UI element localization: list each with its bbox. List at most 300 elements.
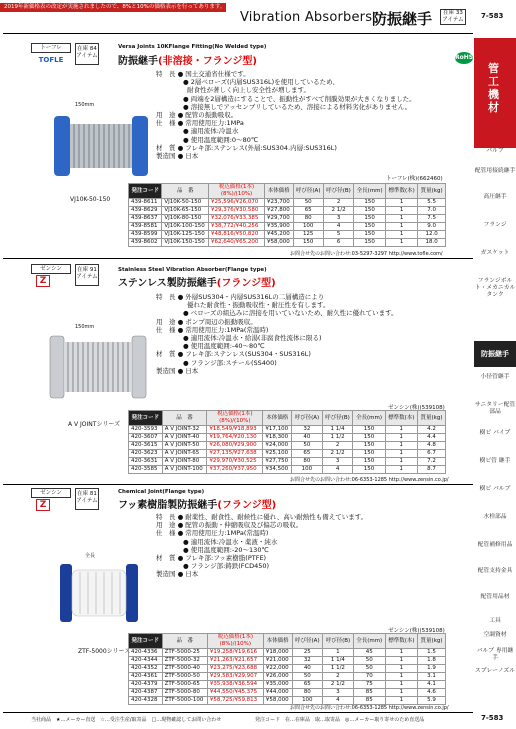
table-cell: 150 xyxy=(353,426,385,434)
sidebar-item-pvc-fittings[interactable]: 樹ビ管 継手 xyxy=(479,458,511,464)
maker-label-3 xyxy=(31,488,71,498)
feature-2-0: 特 長 ● 外層SUS304・内層SUS316Lの二層構造により xyxy=(156,293,325,301)
table-row xyxy=(129,466,446,474)
header-page-code: 7-583 xyxy=(481,12,504,20)
price-cell: ¥19,258/¥19,616 xyxy=(207,649,263,657)
table-cell: 4.1 xyxy=(418,681,446,689)
table-cell: 1 xyxy=(386,199,418,207)
th-2-price: 税込価格(1本)(8%)/(10%) xyxy=(207,411,263,426)
table-cell: 4 xyxy=(323,223,353,231)
table-cell: 1 xyxy=(385,649,417,657)
table-row xyxy=(129,673,446,681)
table-cell: 150 xyxy=(353,466,385,474)
table-row xyxy=(129,665,446,673)
table-cell: ¥17,100 xyxy=(263,426,292,434)
section2-features xyxy=(156,293,446,375)
table-cell: 6.7 xyxy=(417,450,445,458)
table-cell: 150 xyxy=(353,458,385,466)
section3-dim: 全長 xyxy=(85,553,96,559)
sidebar-item-fittings[interactable]: 配管用接続継手 xyxy=(474,168,516,174)
table-cell: 1.5 xyxy=(418,649,446,657)
table-cell: A V JOINT-100 xyxy=(162,466,207,474)
product-image-1-label: VJ10K-50-150 xyxy=(70,196,111,203)
order-code[interactable]: 439-8581 xyxy=(129,223,162,231)
table-cell: 150 xyxy=(354,207,386,215)
sidebar-item-valve[interactable]: バルブ xyxy=(486,148,504,154)
table-cell: VJ10K-65-150 xyxy=(162,207,209,215)
feature-2-9: 製造国 ● 日本 xyxy=(156,366,199,375)
order-code[interactable]: 439-8611 xyxy=(129,199,162,207)
maker-label-1-text: トーフレ xyxy=(40,45,62,51)
order-code[interactable]: 420-4344 xyxy=(129,657,163,665)
table-cell: 100 xyxy=(293,223,323,231)
price-cell: ¥27,135/¥27,638 xyxy=(207,450,263,458)
feature-1-6: 仕 様 ● 常用使用圧力:1MPa xyxy=(156,119,244,128)
order-code[interactable]: 420-4328 xyxy=(129,697,163,705)
th-3-len: 全長(mm) xyxy=(353,634,385,649)
table-cell: 3.1 xyxy=(418,673,446,681)
th-1-price: 税込価格(1本)(8%)/(10%) xyxy=(209,184,265,199)
price-table-2 xyxy=(128,410,446,474)
th-3-a: 呼び径(A) xyxy=(292,634,323,649)
table-cell: 65 xyxy=(293,207,323,215)
table-cell: ¥22,000 xyxy=(263,665,292,673)
price-cell: ¥35,938/¥36,594 xyxy=(207,681,263,689)
table-cell: 1 xyxy=(386,207,418,215)
table-cell: 32 xyxy=(292,657,323,665)
table-cell: 1 xyxy=(323,649,354,657)
order-code[interactable]: 439-8629 xyxy=(129,207,162,215)
section1-features xyxy=(156,70,446,160)
sidebar-item-flange[interactable]: フランジ xyxy=(483,222,507,228)
price-cell: ¥19,764/¥20,130 xyxy=(207,434,263,442)
th-2-qty: 標準数(本) xyxy=(385,411,417,426)
feature-1-4: ● 溶接無しでアッセンブリしているため、溶接による材料劣化がありません。 xyxy=(183,102,412,111)
feature-2-8: ● フランジ部:スチール(SS400) xyxy=(183,358,277,367)
table-cell: 1 xyxy=(386,223,418,231)
table-cell: 100 xyxy=(292,697,323,705)
th-2-base: 本体価格 xyxy=(263,411,292,426)
table-cell: 40 xyxy=(292,434,323,442)
price-cell: ¥29,583/¥29,907 xyxy=(207,673,263,681)
sidebar-item-small-fittings[interactable]: 小径管継手 xyxy=(480,374,510,380)
price-table-3 xyxy=(128,633,446,705)
maker-label-3-text: ゼンシン xyxy=(40,490,62,496)
th-1-len: 全長(mm) xyxy=(354,184,386,199)
sidebar-item-tools[interactable]: 工具 xyxy=(489,618,501,624)
th-1-mass: 質量(kg) xyxy=(418,184,446,199)
price-cell: ¥26,080/¥29,900 xyxy=(207,442,263,450)
price-cell: ¥23,275/¥23,688 xyxy=(207,665,263,673)
footer-legend: 当社商品 ★…メーカー直送 ☆…受注生産/取寄品 □…現物確認してお問い合わせ xyxy=(31,717,222,723)
price-table-1 xyxy=(128,183,446,247)
order-code[interactable]: 420-3593 xyxy=(129,426,163,434)
price-cell: ¥29,970/¥30,525 xyxy=(207,458,263,466)
table-cell: 150 xyxy=(353,434,385,442)
maker-label-1 xyxy=(31,43,71,53)
section1-title xyxy=(118,52,257,67)
table-cell: ¥24,000 xyxy=(263,442,292,450)
table-cell: 3 xyxy=(323,689,354,697)
order-code[interactable]: 420-3607 xyxy=(129,434,163,442)
section1-brand: トーフレ(株)(662460) xyxy=(386,176,443,182)
table-cell: ¥18,300 xyxy=(263,434,292,442)
th-3-b: 呼び径(B) xyxy=(323,634,354,649)
table-cell: ¥45,200 xyxy=(265,231,294,239)
table-cell: ¥34,500 xyxy=(263,466,292,474)
feature-2-3: 用 途 ● ポンプ周辺の振動吸収。 xyxy=(156,317,257,326)
table-cell: 70 xyxy=(353,673,385,681)
table-cell: VJ10K-50-150 xyxy=(162,199,209,207)
sidebar-item-pvc-valve[interactable]: 樹ビ バルブ xyxy=(479,486,511,492)
sidebar-category: 管工機材 xyxy=(488,62,499,114)
feature-3-0: 特 長 ● 耐薬性、耐食性、耐候性に優れ、高い耐熱性も備えています。 xyxy=(156,513,368,521)
feature-1-9: 材 質 ● フレキ部:ステンレス(外層:SUS304.内層:SUS316L) xyxy=(156,143,337,152)
price-cell: ¥58,725/¥59,813 xyxy=(207,697,263,705)
top-notice: 2019年新価格表の改定が実施されましたので、8%と10%の価格表示を行ってあります。 xyxy=(4,4,226,10)
order-code[interactable]: 420-3623 xyxy=(129,450,163,458)
th-3-code: 発注コード xyxy=(129,634,163,649)
th-2-mass: 質量(kg) xyxy=(417,411,445,426)
product-image-3-label: ZTF-5000シリーズ xyxy=(78,648,131,655)
table-cell: VJ10K-125-150 xyxy=(162,231,209,239)
table-row xyxy=(129,231,446,239)
table-cell: 1.9 xyxy=(418,665,446,673)
header-title-en: Vibration Absorbers xyxy=(240,10,373,25)
th-3-base: 本体価格 xyxy=(263,634,292,649)
table-cell: 1 xyxy=(385,665,417,673)
table-cell: 2 1/2 xyxy=(322,450,353,458)
sidebar-item-flange-bolt[interactable]: フランジボルト・メカニカルタンク xyxy=(474,278,516,298)
price-cell: ¥48,816/¥50,820 xyxy=(209,231,265,239)
table-cell: 150 xyxy=(353,450,385,458)
price-cell: ¥29,376/¥30,580 xyxy=(209,207,265,215)
table-cell: ZTF-5000-65 xyxy=(162,681,207,689)
table-cell: ZTF-5000-32 xyxy=(162,657,207,665)
footer-legend-2: 発注コード 在…在庫品 取…取寄品 ◎…メーカー取り寄せのため直送品 xyxy=(255,717,425,723)
price-cell: ¥62,640/¥65,200 xyxy=(209,239,265,247)
table-cell: 1 1/4 xyxy=(322,426,353,434)
th-2-a: 呼び径(A) xyxy=(292,411,323,426)
table-cell: 125 xyxy=(293,231,323,239)
table-cell: 5.9 xyxy=(418,697,446,705)
section2-contact: お問合せ先のお問い合わせ:06-6353-1285 http://www.zensin.co.jp/ xyxy=(290,477,449,483)
stock-label-1-text: 在庫 84アイテム xyxy=(76,46,98,59)
stock-badge xyxy=(440,9,466,25)
section3-title xyxy=(118,496,276,511)
table-row xyxy=(129,649,446,657)
table-cell: 4.6 xyxy=(418,689,446,697)
maker-logo-2: Z xyxy=(36,275,50,287)
feature-3-2: 仕 様 ● 常用使用圧力:1MPa(常温時) xyxy=(156,529,269,538)
table-cell: 18.0 xyxy=(418,239,446,247)
table-cell: 2 xyxy=(323,673,354,681)
table-cell: 80 xyxy=(292,458,323,466)
table-cell: 85 xyxy=(353,697,385,705)
table-cell: 50 xyxy=(353,665,385,673)
sidebar-item-valve-fittings[interactable]: バルブ 専用継手 xyxy=(476,648,514,661)
table-cell: 32 xyxy=(292,426,323,434)
sidebar-item-hp-fittings[interactable]: 高圧継手 xyxy=(483,194,507,200)
table-cell: 100 xyxy=(292,466,323,474)
table-cell: 4.4 xyxy=(417,434,445,442)
table-cell: 5 xyxy=(323,231,353,239)
section2-brand: ゼンシン(株)(539108) xyxy=(388,405,445,411)
th-1-base: 本体価格 xyxy=(265,184,294,199)
footer-page: 7-583 xyxy=(481,714,504,722)
maker-label-2 xyxy=(31,264,71,274)
th-1-a: 呼び径(A) xyxy=(293,184,323,199)
section3-title-main: フッ素樹脂製防振継手 xyxy=(118,500,218,511)
table-row xyxy=(129,458,446,466)
table-cell: A V JOINT-50 xyxy=(162,442,207,450)
table-cell: 50 xyxy=(293,199,323,207)
table-cell: VJ10K-150-150 xyxy=(162,239,209,247)
table-row xyxy=(129,689,446,697)
table-cell: 150 xyxy=(354,223,386,231)
section3-en-name: Chemical Joint(Flange type) xyxy=(118,489,205,495)
table-cell: A V JOINT-80 xyxy=(162,458,207,466)
table-cell: 1 xyxy=(385,434,417,442)
feature-1-8: ● 使用温度範囲:0～80℃ xyxy=(183,135,259,144)
table-cell: 150 xyxy=(354,239,386,247)
table-cell: 50 xyxy=(292,673,323,681)
product-image-3 xyxy=(58,560,140,626)
table-cell: 150 xyxy=(354,215,386,223)
section3-contact: お問合せ先のお問い合わせ:06-6353-1285 http://www.zensin.co.jp/ xyxy=(290,705,449,711)
order-code[interactable]: 420-4387 xyxy=(129,689,163,697)
th-3-qty: 標準数(本) xyxy=(385,634,417,649)
table-cell: 3 xyxy=(322,458,353,466)
order-code[interactable]: 420-3585 xyxy=(129,466,163,474)
section3-title-red: (フランジ型) xyxy=(217,500,277,511)
table-cell: 50 xyxy=(353,657,385,665)
table-cell: 1 xyxy=(386,231,418,239)
table-cell: 1 xyxy=(385,689,417,697)
table-cell: ¥26,000 xyxy=(263,673,292,681)
table-cell: ¥25,100 xyxy=(263,450,292,458)
feature-1-5: 用 途 ● 配管の振動吸収。 xyxy=(156,111,238,120)
order-code[interactable]: 439-8602 xyxy=(129,239,162,247)
feature-3-6: ● フランジ部:鋳鉄(FCD450) xyxy=(183,562,270,571)
table-cell: 1 xyxy=(385,681,417,689)
table-cell: 4 xyxy=(322,466,353,474)
feature-1-2: 耐食性が著しく向上し安全性が増します。 xyxy=(187,86,310,95)
sidebar-item-support[interactable]: 配管支持金具 xyxy=(477,568,513,574)
section2-dim: 150mm xyxy=(75,324,95,330)
section2-title-red: (フランジ型) xyxy=(216,278,276,289)
table-cell: 1 1/4 xyxy=(323,657,354,665)
table-cell: 2 xyxy=(322,442,353,450)
table-cell: 50 xyxy=(292,442,323,450)
table-cell: 45 xyxy=(353,649,385,657)
table-cell: ¥27,800 xyxy=(265,207,294,215)
sidebar-item-nozzle[interactable]: スプレーノズル xyxy=(475,668,515,674)
table-cell: 2 1/2 xyxy=(323,207,353,215)
table-cell: 2 xyxy=(323,199,353,207)
table-cell: ¥23,700 xyxy=(265,199,294,207)
stock-label-3-text: 在庫 81アイテム xyxy=(76,491,98,504)
table-cell: ¥18,000 xyxy=(263,649,292,657)
th-1-code: 発注コード xyxy=(129,184,162,199)
section3-features xyxy=(156,513,446,579)
th-3-part: 品 番 xyxy=(162,634,207,649)
table-cell: ¥58,000 xyxy=(265,239,294,247)
sidebar-item-vibration[interactable]: 防振継手 xyxy=(474,341,516,367)
table-cell: VJ10K-80-150 xyxy=(162,215,209,223)
table-cell: 7.5 xyxy=(418,215,446,223)
table-cell: 65 xyxy=(292,450,323,458)
table-cell: 150 xyxy=(293,239,323,247)
section2-title xyxy=(118,274,276,289)
price-cell: ¥21,263/¥21,657 xyxy=(207,657,263,665)
product-image-1 xyxy=(52,110,150,182)
feature-2-1: 優れた耐食性・振動吸収性・耐圧性を有します。 xyxy=(187,301,330,310)
table-row xyxy=(129,199,446,207)
stock-label-2 xyxy=(75,264,99,286)
table-cell: 1 1/2 xyxy=(323,665,354,673)
section3-brand: ゼンシン(株)(539108) xyxy=(388,628,445,634)
feature-3-7: 製造国 ● 日本 xyxy=(156,570,199,579)
order-code[interactable]: 420-4336 xyxy=(129,649,163,657)
rohs-badge: RoHS xyxy=(455,52,473,64)
section3-rule xyxy=(3,484,473,485)
table-cell: 1 xyxy=(385,426,417,434)
section2-rule xyxy=(3,258,473,259)
feature-1-0: 特 長 ● 国土交通省仕様です。 xyxy=(156,70,250,78)
table-cell: A V JOINT-65 xyxy=(162,450,207,458)
table-cell: 75 xyxy=(353,681,385,689)
table-cell: ZTF-5000-40 xyxy=(162,665,207,673)
table-cell: 25 xyxy=(292,649,323,657)
section2-title-main: ステンレス製防振継手 xyxy=(118,278,217,289)
table-cell: 150 xyxy=(353,442,385,450)
table-cell: 1 xyxy=(385,458,417,466)
price-cell: ¥32,076/¥33,385 xyxy=(209,215,265,223)
sidebar-item-repair[interactable]: 配管補修用品 xyxy=(477,542,513,548)
table-cell: 1 xyxy=(385,466,417,474)
table-cell: 40 xyxy=(292,665,323,673)
order-code[interactable]: 420-3615 xyxy=(129,442,163,450)
section2-en-name: Stainless Steel Vibration Absorber(Flange type) xyxy=(118,267,267,273)
table-cell: 1 xyxy=(385,673,417,681)
maker-logo-3: Z xyxy=(36,499,50,511)
feature-3-5: 材 質 ● フレキ部:フッ素樹脂(PTFE) xyxy=(156,554,267,563)
table-cell: 6 xyxy=(323,239,353,247)
price-cell: ¥37,260/¥37,950 xyxy=(207,466,263,474)
order-code[interactable]: 420-4361 xyxy=(129,673,163,681)
table-row xyxy=(129,681,446,689)
feature-3-1: 用 途 ● 配管の振動・伸縮吸収及び偏芯の吸収。 xyxy=(156,521,303,530)
th-2-len: 全長(mm) xyxy=(353,411,385,426)
price-cell: ¥18,549/¥18,893 xyxy=(207,426,263,434)
order-code[interactable]: 420-4352 xyxy=(129,665,163,673)
order-code[interactable]: 420-4379 xyxy=(129,681,163,689)
stock-label-3 xyxy=(75,488,99,510)
feature-2-4: 仕 様 ● 常用使用圧力:1MPa(常温時) xyxy=(156,325,269,334)
stock-label-1 xyxy=(75,43,99,65)
sidebar-item-gasket[interactable]: ガスケット xyxy=(480,250,510,256)
table-cell: 4.8 xyxy=(417,442,445,450)
table-cell: 80 xyxy=(292,689,323,697)
sidebar-item-sanitary[interactable]: サニタリー配管部品 xyxy=(474,402,516,415)
th-1-part: 品 番 xyxy=(162,184,209,199)
feature-2-7: 材 質 ● フレキ部:ステンレス(SUS304・SUS316L) xyxy=(156,350,311,359)
table-cell: 7.0 xyxy=(418,207,446,215)
sidebar-tabs xyxy=(474,148,516,688)
feature-1-10: 製造国 ● 日本 xyxy=(156,152,199,161)
sidebar-item-pvc-pipe[interactable]: 樹ビ パイプ xyxy=(479,430,511,436)
table-cell: 1.8 xyxy=(418,657,446,665)
sidebar-item-faucet[interactable]: 水栓部品 xyxy=(483,514,507,520)
feature-2-5: ● 適用流体:冷温水・給湯(非腐食性流体に限る) xyxy=(183,334,322,343)
table-cell: 12.0 xyxy=(418,231,446,239)
order-code[interactable]: 439-8637 xyxy=(129,215,162,223)
table-cell: 1 xyxy=(386,239,418,247)
table-cell: 65 xyxy=(292,681,323,689)
product-image-2 xyxy=(48,332,148,402)
table-cell: ¥35,900 xyxy=(265,223,294,231)
maker-logo-1: TOFLE xyxy=(38,56,64,64)
section1-title-red: (非溶接・フランジ型) xyxy=(158,56,257,67)
table-cell: VJ10K-100-150 xyxy=(162,223,209,231)
th-2-b: 呼び径(B) xyxy=(322,411,353,426)
feature-3-4: ● 使用温度範囲:-20～130℃ xyxy=(183,545,269,554)
order-code[interactable]: 439-8599 xyxy=(129,231,162,239)
feature-2-6: ● 使用温度範囲:-40～80℃ xyxy=(183,342,265,351)
table-row xyxy=(129,426,446,434)
table-cell: ¥21,000 xyxy=(263,657,292,665)
table-cell: ZTF-5000-100 xyxy=(162,697,207,705)
table-cell: 9.0 xyxy=(418,223,446,231)
th-1-b: 呼び径(B) xyxy=(323,184,353,199)
table-cell: ¥44,000 xyxy=(263,689,292,697)
table-cell: 3 xyxy=(323,215,353,223)
price-cell: ¥44,550/¥45,375 xyxy=(207,689,263,697)
table-cell: 1 xyxy=(386,215,418,223)
footer-rule xyxy=(3,712,473,713)
th-3-mass: 質量(kg) xyxy=(418,634,446,649)
table-cell: 80 xyxy=(293,215,323,223)
table-cell: 7.2 xyxy=(417,458,445,466)
sidebar-item-materials[interactable]: 配管用品材 xyxy=(480,594,510,600)
section1-en-name: Versa Joints 10KFlange Fitting(No Welded type) xyxy=(118,44,267,50)
table-row xyxy=(129,657,446,665)
table-cell: 1 xyxy=(385,450,417,458)
table-cell: 1 1/2 xyxy=(322,434,353,442)
table-cell: ZTF-5000-50 xyxy=(162,673,207,681)
th-3-price: 税込価格(1本)(8%)/(10%) xyxy=(207,634,263,649)
table-cell: ¥58,000 xyxy=(263,697,292,705)
section1-contact: お問合せ先のお問い合わせ:03-5297-3297 http://www.tofle.com/ xyxy=(290,251,443,257)
maker-label-2-text: ゼンシン xyxy=(40,266,62,272)
th-1-qty: 標準数(本) xyxy=(386,184,418,199)
table-cell: ¥35,000 xyxy=(263,681,292,689)
th-2-code: 発注コード xyxy=(129,411,163,426)
order-code[interactable]: 420-3631 xyxy=(129,458,163,466)
table-cell: 5.5 xyxy=(418,199,446,207)
table-row xyxy=(129,223,446,231)
sidebar-item-hvac[interactable]: 空調資材 xyxy=(483,632,507,638)
table-cell: A V JOINT-40 xyxy=(162,434,207,442)
th-2-part: 品 番 xyxy=(162,411,207,426)
feature-1-1: ● 2層ベローズ(内層SUS316L)を使用しているため、 xyxy=(183,78,339,87)
table-cell: 4.2 xyxy=(417,426,445,434)
table-cell: A V JOINT-32 xyxy=(162,426,207,434)
section1-dim: 150mm xyxy=(75,102,95,108)
table-row xyxy=(129,442,446,450)
table-cell: 150 xyxy=(354,231,386,239)
